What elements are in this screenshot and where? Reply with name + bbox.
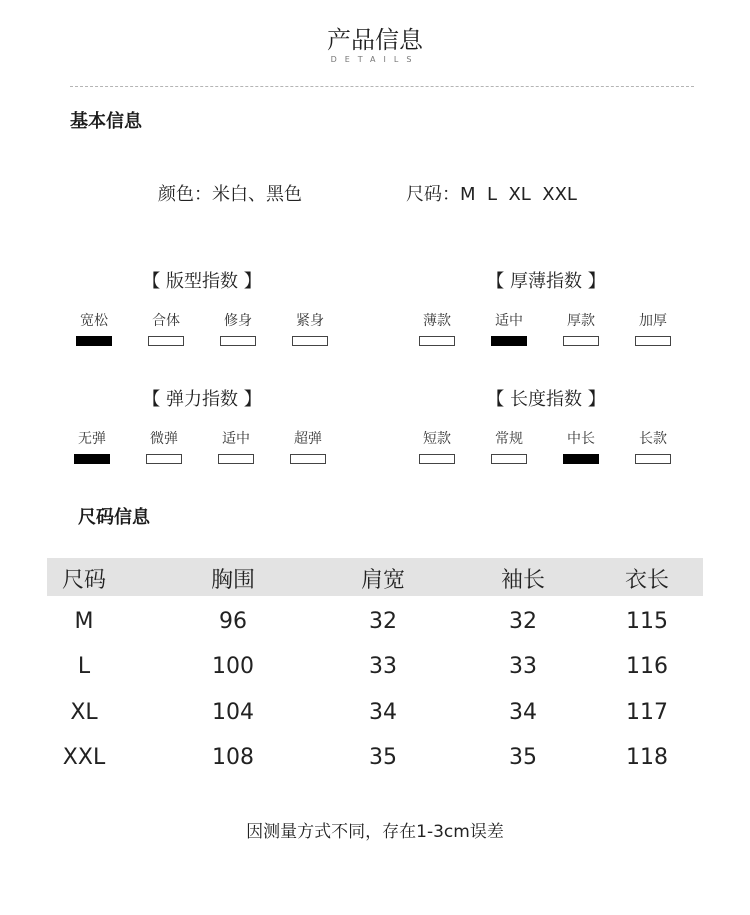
table-cell: 104 — [212, 700, 254, 725]
thickness-option — [546, 311, 616, 346]
option-box — [419, 336, 455, 346]
elasticity-option — [129, 429, 199, 464]
option-box — [491, 454, 527, 464]
table-cell: L — [77, 654, 91, 679]
table-cell: 32 — [369, 609, 397, 634]
option-box — [218, 454, 254, 464]
size-info-heading: 尺码信息 — [78, 507, 150, 528]
table-row — [14, 609, 714, 654]
table-cell: 115 — [626, 609, 668, 634]
option-box — [220, 336, 256, 346]
option-label: 中长 — [567, 431, 595, 447]
option-label: 厚款 — [567, 313, 595, 329]
table-cell: 116 — [626, 654, 668, 679]
length-option — [618, 429, 688, 464]
fit-option — [131, 311, 201, 346]
table-row — [14, 745, 714, 790]
table-cell: 32 — [509, 609, 537, 634]
option-box — [563, 454, 599, 464]
table-cell: 34 — [369, 700, 397, 725]
table-cell: 118 — [626, 745, 668, 770]
option-box — [419, 454, 455, 464]
fit-option — [275, 311, 345, 346]
table-header-cell: 袖长 — [500, 568, 545, 593]
option-box — [292, 336, 328, 346]
table-cell: 34 — [509, 700, 537, 725]
option-label: 短款 — [423, 431, 451, 447]
table-cell: 100 — [212, 654, 254, 679]
table-header-cell: 胸围 — [210, 568, 255, 593]
table-header-cell: 衣长 — [624, 568, 669, 593]
option-label: 合体 — [152, 313, 180, 329]
elasticity-option — [201, 429, 271, 464]
fit-option — [203, 311, 273, 346]
table-row — [14, 700, 714, 745]
color-text: 颜色：米白、黑色 — [158, 184, 302, 205]
basic-info-heading: 基本信息 — [70, 111, 142, 132]
fit-index-title: 【 版型指数 】 — [142, 271, 262, 292]
elasticity-option — [57, 429, 127, 464]
size-table-header — [47, 558, 703, 596]
table-cell: 96 — [219, 609, 247, 634]
option-label: 微弹 — [150, 431, 178, 447]
table-cell: 33 — [369, 654, 397, 679]
table-cell: 35 — [369, 745, 397, 770]
fit-option — [59, 311, 129, 346]
option-label: 紧身 — [296, 313, 324, 329]
option-label: 加厚 — [639, 313, 667, 329]
option-label: 长款 — [639, 431, 667, 447]
page-subtitle: DETAILS — [330, 55, 420, 64]
size-text: 尺码：M L XL XXL — [406, 184, 577, 205]
table-cell: XL — [70, 700, 98, 725]
option-box — [146, 454, 182, 464]
option-label: 适中 — [495, 313, 523, 329]
table-header-cell: 尺码 — [61, 568, 106, 593]
page-title: 产品信息 — [327, 26, 423, 54]
thickness-index-title: 【 厚薄指数 】 — [486, 271, 606, 292]
option-label: 常规 — [495, 431, 523, 447]
option-label: 适中 — [222, 431, 250, 447]
option-box — [290, 454, 326, 464]
length-index-title: 【 长度指数 】 — [486, 389, 606, 410]
option-box — [76, 336, 112, 346]
table-cell: 108 — [212, 745, 254, 770]
option-label: 宽松 — [80, 313, 108, 329]
option-label: 薄款 — [423, 313, 451, 329]
dotted-divider — [70, 86, 694, 87]
length-option — [402, 429, 472, 464]
measurement-note: 因测量方式不同，存在1-3cm误差 — [246, 822, 504, 842]
thickness-option — [474, 311, 544, 346]
option-label: 修身 — [224, 313, 252, 329]
table-header-cell: 肩宽 — [360, 568, 405, 593]
table-cell: XXL — [62, 745, 106, 770]
table-cell: M — [74, 609, 94, 634]
option-box — [148, 336, 184, 346]
thickness-option — [618, 311, 688, 346]
table-cell: 35 — [509, 745, 537, 770]
option-label: 超弹 — [294, 431, 322, 447]
thickness-option — [402, 311, 472, 346]
elasticity-option — [273, 429, 343, 464]
option-label: 无弹 — [78, 431, 106, 447]
length-option — [474, 429, 544, 464]
table-cell: 117 — [626, 700, 668, 725]
option-box — [635, 454, 671, 464]
elasticity-index-title: 【 弹力指数 】 — [142, 389, 262, 410]
option-box — [491, 336, 527, 346]
length-option — [546, 429, 616, 464]
table-row — [14, 654, 714, 699]
option-box — [563, 336, 599, 346]
option-box — [74, 454, 110, 464]
option-box — [635, 336, 671, 346]
table-cell: 33 — [509, 654, 537, 679]
